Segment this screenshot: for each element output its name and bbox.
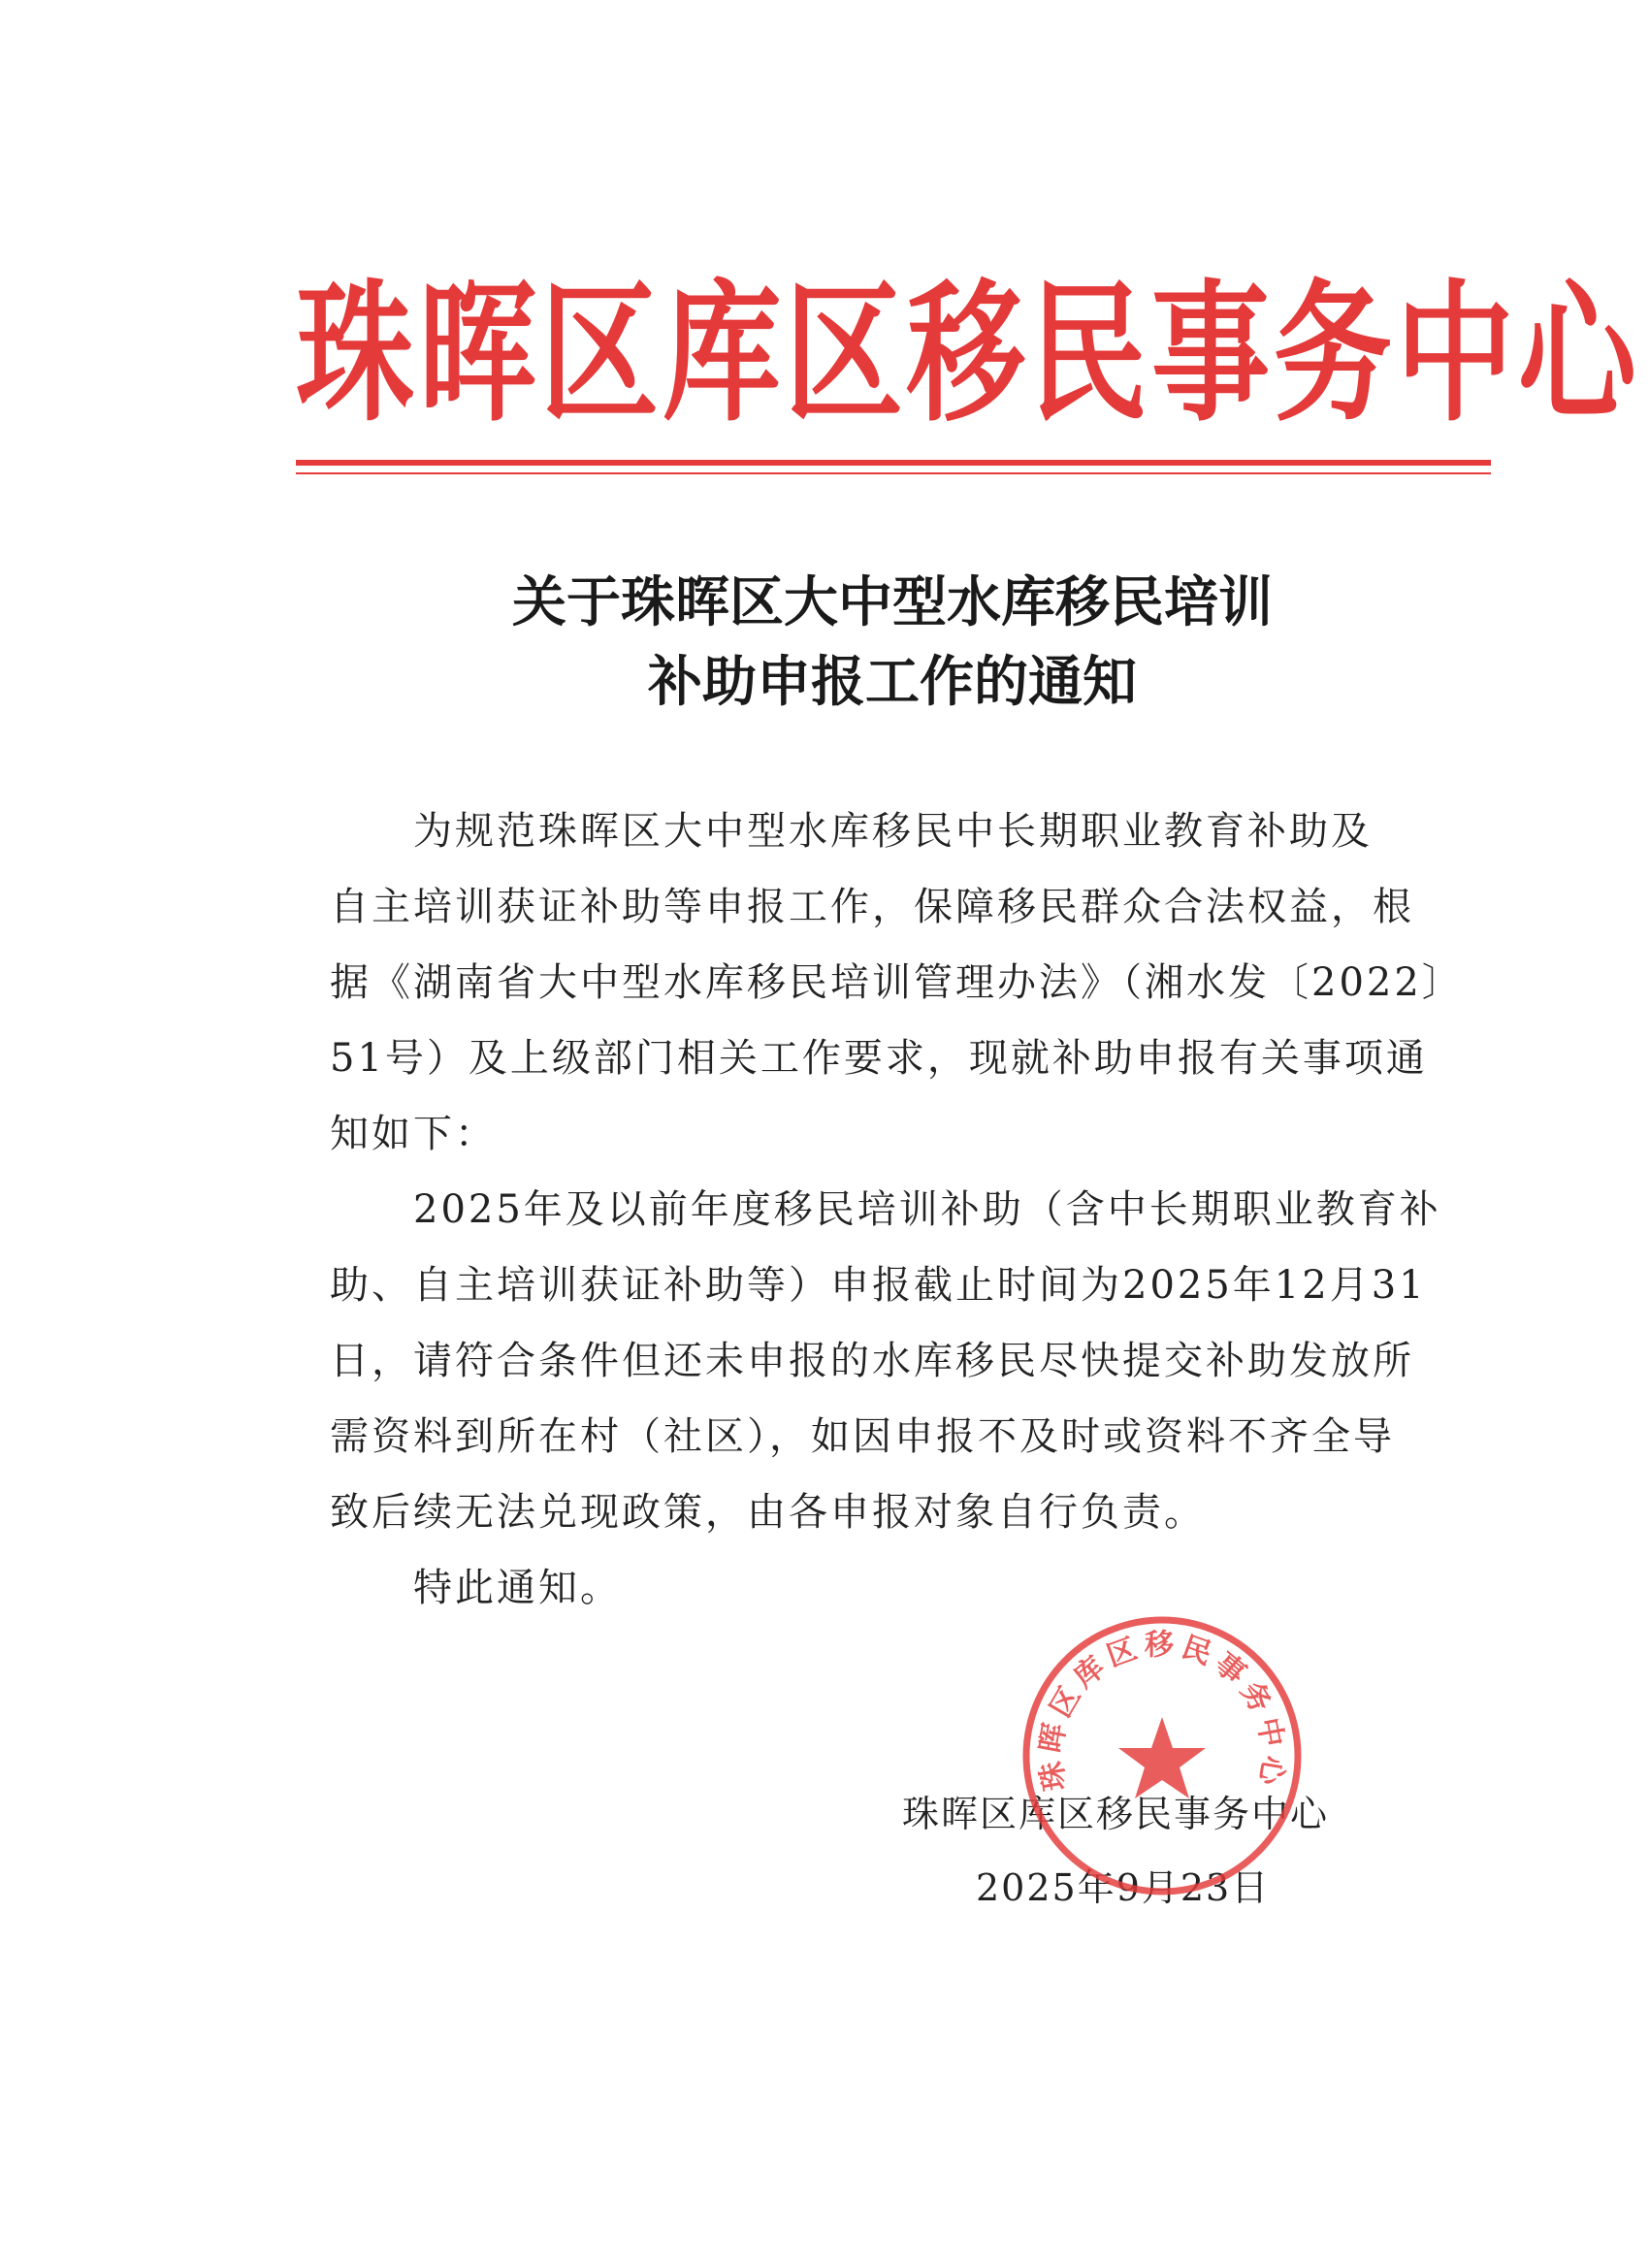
paragraph-2-line: 致后续无法兑现政策，由各申报对象自行负责。 (330, 1490, 1206, 1535)
paragraph-2-line: 助、自主培训获证补助等）申报截止时间为2025年12月31 (330, 1263, 1427, 1308)
paragraph-1-line: 为规范珠晖区大中型水库移民中长期职业教育补助及 (413, 809, 1373, 854)
seal-text: 珠晖区库区移民事务中心 (1033, 1628, 1291, 1794)
signature-date: 2025年9月23日 (976, 1866, 1271, 1909)
document-body (330, 794, 1464, 1626)
document-title (291, 563, 1494, 722)
paragraph-1-line: 知如下： (330, 1112, 497, 1156)
paragraph-1-line: 51号）及上级部门相关工作要求，现就补助申报有关事项通 (330, 1036, 1428, 1081)
letterhead (296, 243, 1640, 466)
letterhead-rule-thin (296, 472, 1491, 474)
paragraph-2-line: 需资料到所在村（社区），如因申报不及时或资料不齐全导 (330, 1414, 1395, 1459)
letterhead-org-name: 珠晖区库区移民事务中心 (296, 266, 1640, 442)
paragraph-2-line: 日，请符合条件但还未申报的水库移民尽快提交补助发放所 (330, 1339, 1414, 1383)
paragraph-1-line: 自主培训获证补助等申报工作，保障移民群众合法权益，根 (330, 885, 1414, 929)
official-seal-icon (1017, 1610, 1308, 1901)
title-line-1: 关于珠晖区大中型水库移民培训 (512, 570, 1273, 634)
title-line-2: 补助申报工作的通知 (648, 650, 1137, 714)
letterhead-rule-thick (296, 460, 1491, 466)
closing-text: 特此通知。 (413, 1566, 622, 1610)
paragraph-1-line: 据《湖南省大中型水库移民培训管理办法》（湘水发〔2022〕 (330, 960, 1464, 1005)
signature-org: 珠晖区库区移民事务中心 (902, 1793, 1330, 1835)
paragraph-2-line: 2025年及以前年度移民培训补助（含中长期职业教育补 (413, 1187, 1441, 1232)
seal-star-icon (1118, 1717, 1206, 1798)
